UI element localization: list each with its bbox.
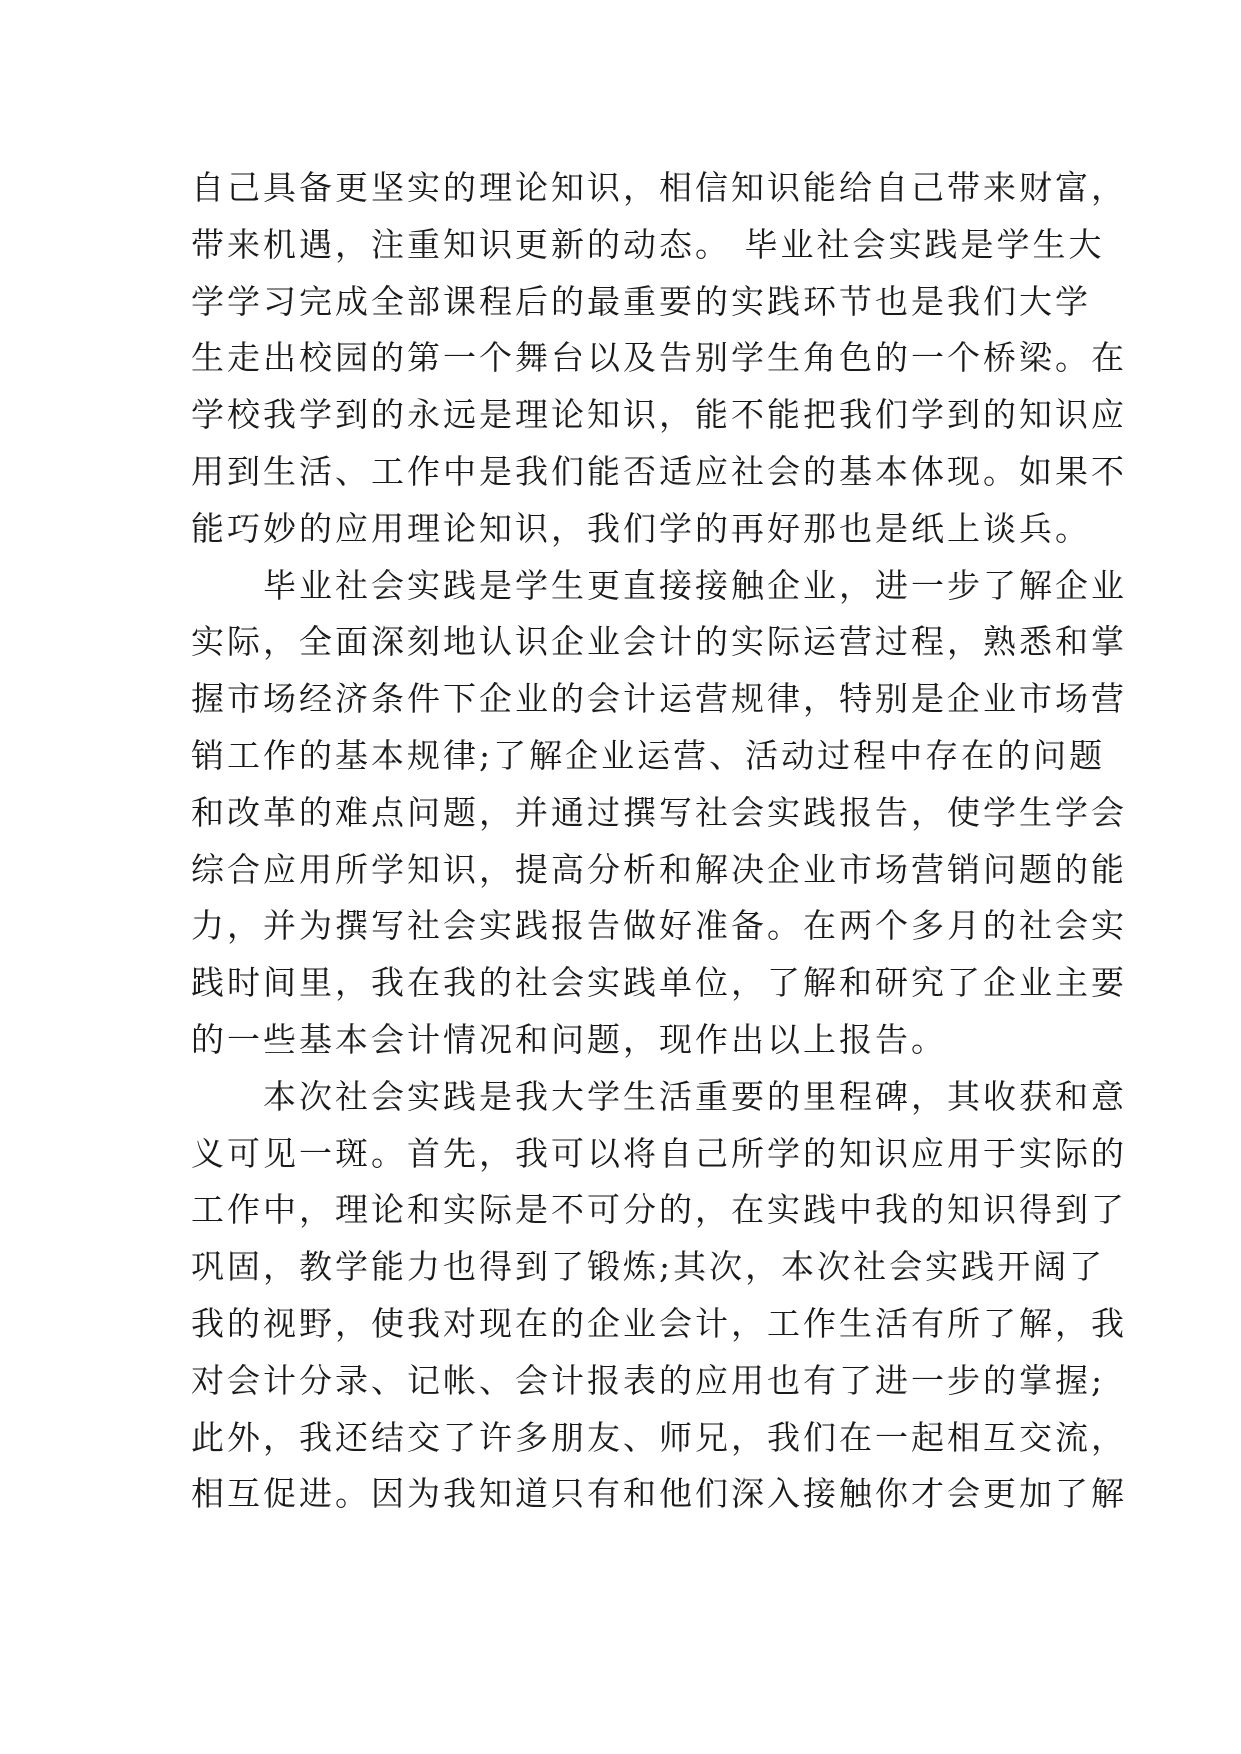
text-line: 的一些基本会计情况和问题，现作出以上报告。: [191, 1019, 947, 1059]
text-line: 自己具备更坚实的理论知识，相信知识能给自己带来财富，: [191, 168, 1127, 207]
paragraph: [191, 160, 1127, 558]
text-line: 学校我学到的永远是理论知识，能不能把我们学到的知识应: [191, 395, 1127, 435]
text-line: 用到生活、工作中是我们能否适应社会的基本体现。如果不: [191, 451, 1127, 491]
text-line: 巩固，教学能力也得到了锻炼;其次，本次社会实践开阔了: [191, 1247, 1106, 1287]
text-line: 践时间里，我在我的社会实践单位，了解和研究了企业主要: [191, 963, 1127, 1003]
paragraph: [191, 1069, 1127, 1523]
text-line: 我的视野，使我对现在的企业会计，工作生活有所了解，我: [191, 1303, 1127, 1343]
text-line: 相互促进。因为我知道只有和他们深入接触你才会更加了解: [191, 1474, 1127, 1514]
text-line: 握市场经济条件下企业的会计运营规律，特别是企业市场营: [191, 679, 1127, 719]
text-line: 此外，我还结交了许多朋友、师兄，我们在一起相互交流，: [191, 1417, 1127, 1457]
text-line: 带来机遇，注重知识更新的动态。 毕业社会实践是学生大: [191, 224, 1105, 264]
text-line: 综合应用所学知识，提高分析和解决企业市场营销问题的能: [191, 849, 1127, 889]
text-line: 生走出校园的第一个舞台以及告别学生角色的一个桥梁。在: [191, 338, 1127, 378]
body-text: [191, 160, 1127, 1523]
text-line: 工作中，理论和实际是不可分的，在实践中我的知识得到了: [191, 1190, 1127, 1230]
text-line: 学学习完成全部课程后的最重要的实践环节也是我们大学: [191, 281, 1091, 321]
text-line: 和改革的难点问题，并通过撰写社会实践报告，使学生学会: [191, 792, 1127, 832]
text-line: 能巧妙的应用理论知识，我们学的再好那也是纸上谈兵。: [191, 508, 1091, 548]
text-line: 实际，全面深刻地认识企业会计的实际运营过程，熟悉和掌: [191, 622, 1127, 662]
text-line: 对会计分录、记帐、会计报表的应用也有了进一步的掌握;: [191, 1360, 1106, 1400]
text-line: 毕业社会实践是学生更直接接触企业，进一步了解企业: [263, 565, 1127, 605]
paragraph: [191, 558, 1127, 1069]
text-line: 销工作的基本规律;了解企业运营、活动过程中存在的问题: [191, 735, 1106, 775]
text-line: 义可见一斑。首先，我可以将自己所学的知识应用于实际的: [191, 1133, 1127, 1173]
text-line: 力，并为撰写社会实践报告做好准备。在两个多月的社会实: [191, 906, 1127, 946]
text-line: 本次社会实践是我大学生活重要的里程碑，其收获和意: [263, 1076, 1127, 1116]
